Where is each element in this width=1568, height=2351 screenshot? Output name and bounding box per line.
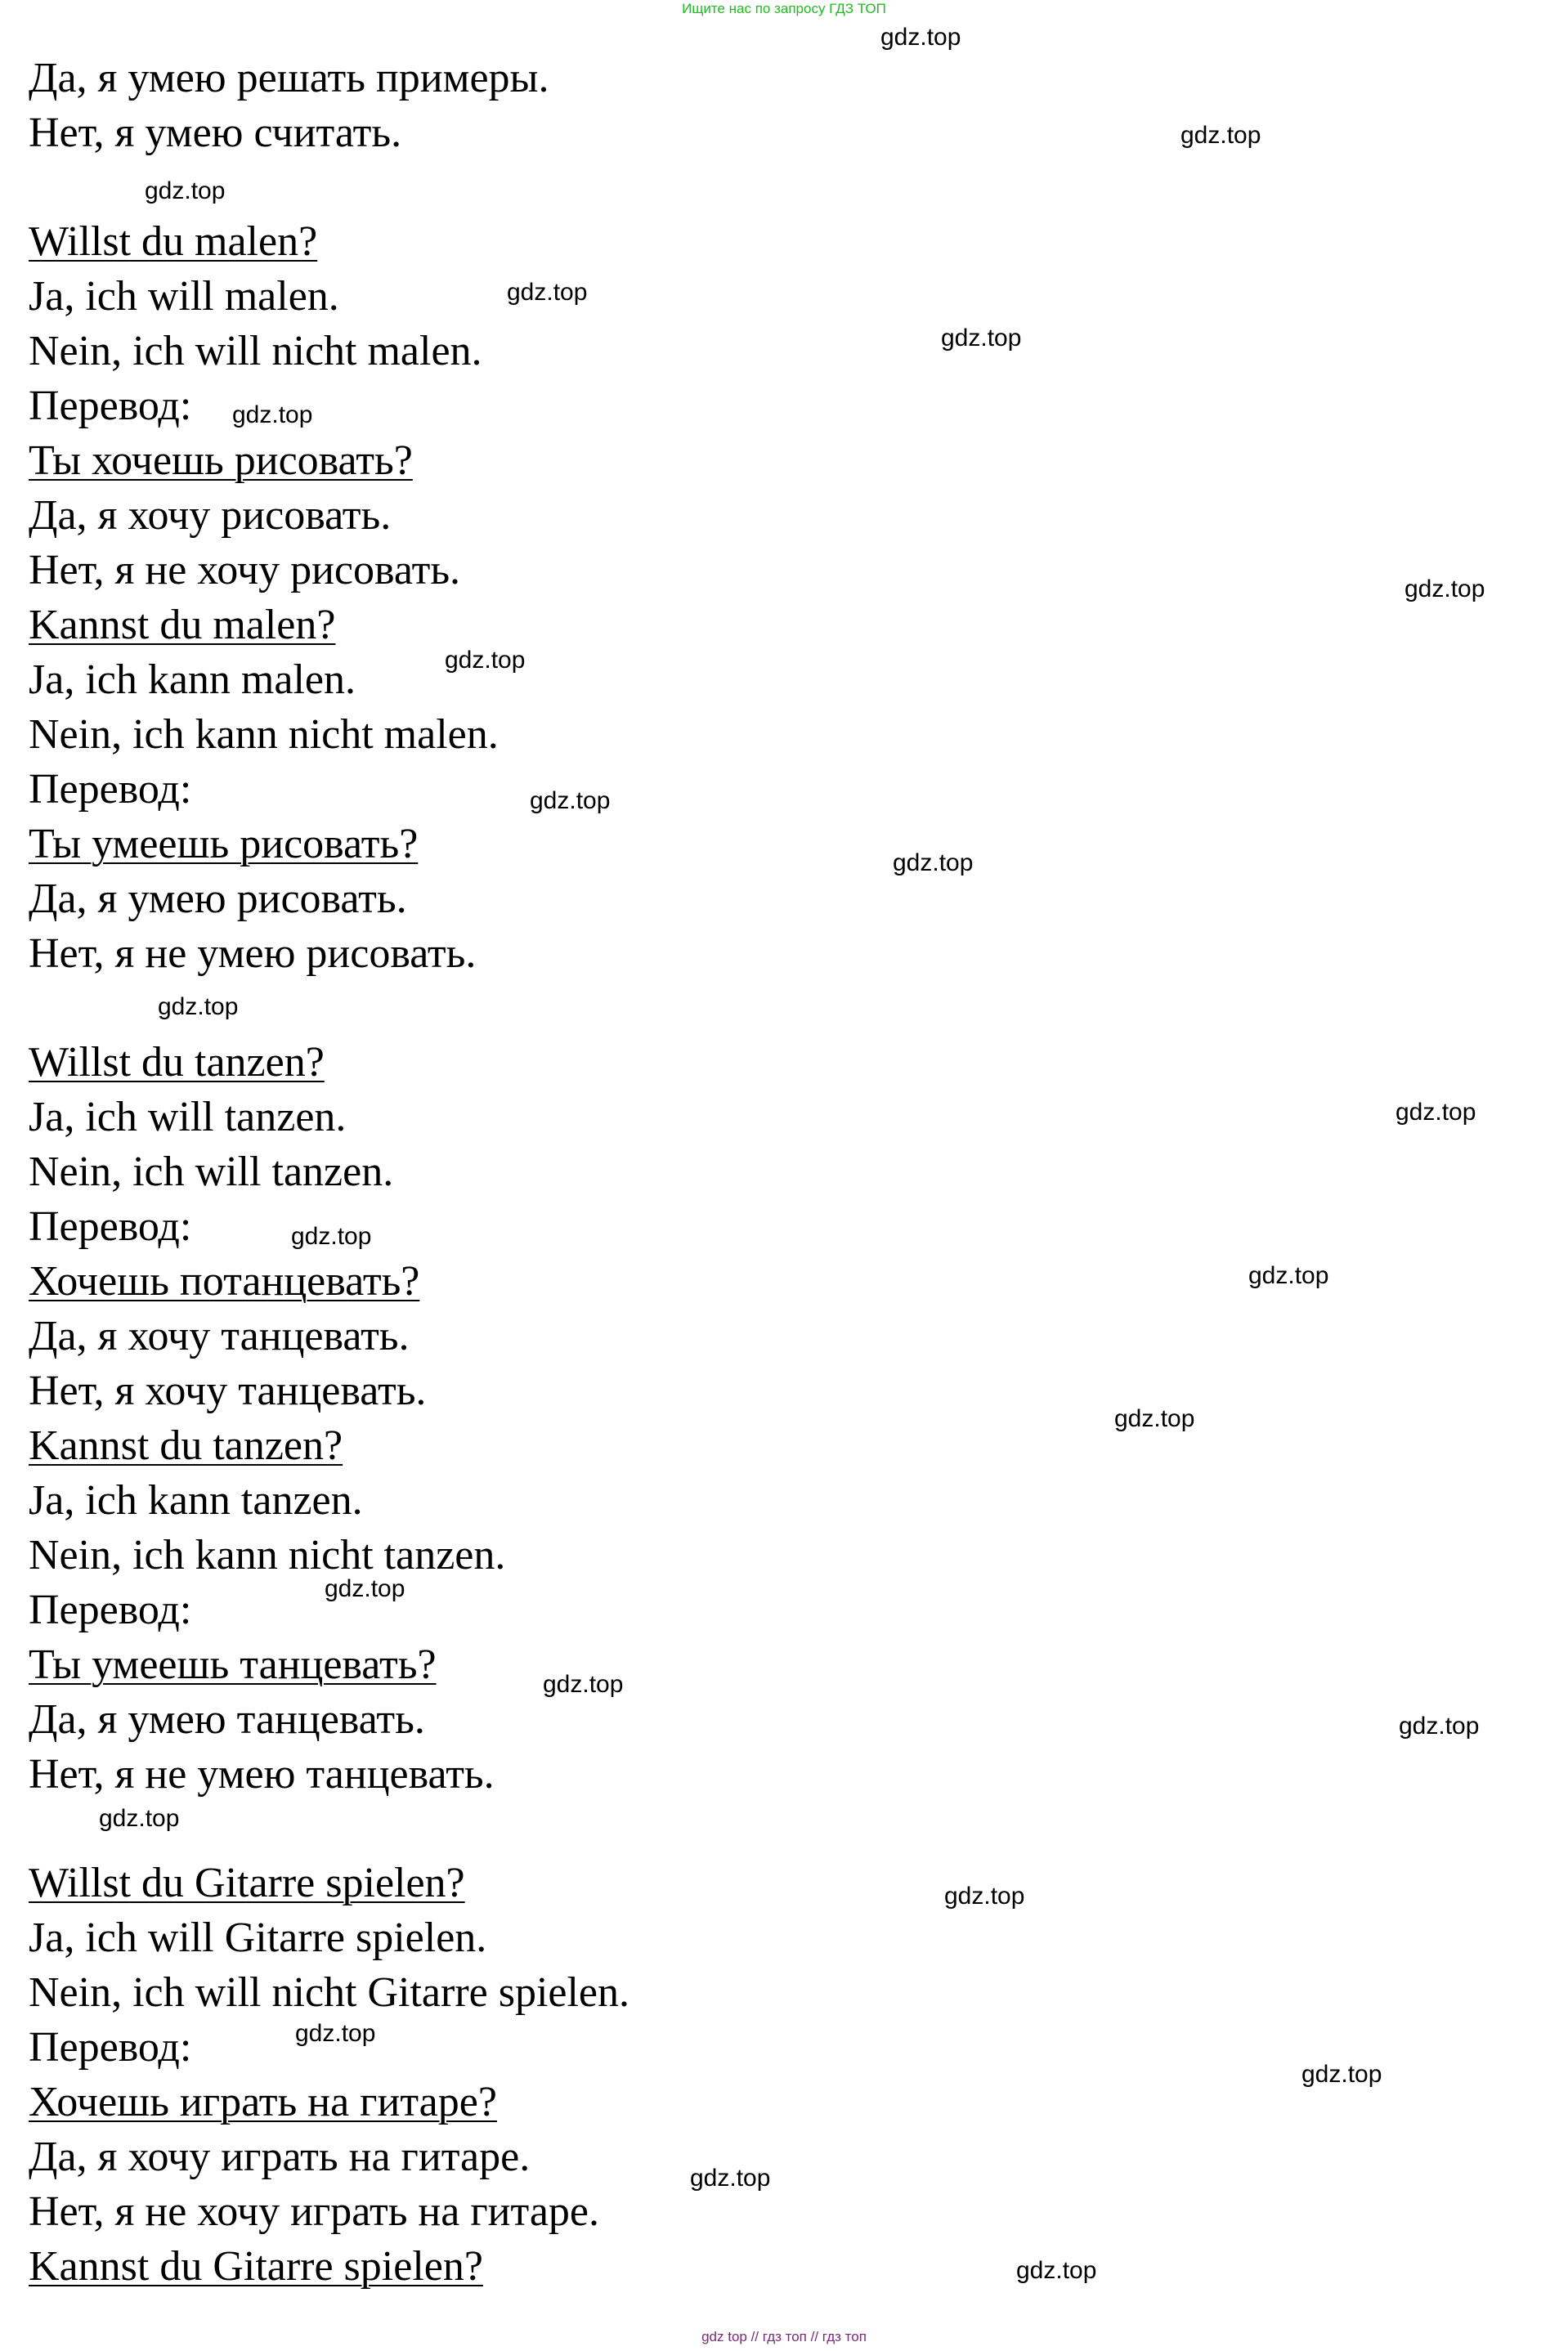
watermark: gdz.top — [295, 2020, 376, 2047]
question-heading: Хочешь потанцевать? — [29, 1258, 420, 1305]
watermark: gdz.top — [1248, 1262, 1329, 1289]
text-line: Нет, я хочу танцевать. — [29, 1368, 427, 1414]
watermark: gdz.top — [1396, 1099, 1476, 1126]
text-line: Да, я умею танцевать. — [29, 1696, 425, 1743]
text-line: Да, я хочу играть на гитаре. — [29, 2134, 531, 2180]
question-heading: Willst du tanzen? — [29, 1039, 325, 1086]
question-heading: Ты хочешь рисовать? — [29, 437, 413, 484]
watermark: gdz.top — [325, 1575, 405, 1602]
watermark: gdz.top — [1180, 122, 1261, 149]
watermark: gdz.top — [941, 325, 1022, 352]
watermark: gdz.top — [232, 401, 313, 428]
watermark: gdz.top — [1301, 2061, 1382, 2088]
text-line: Nein, ich will nicht Gitarre spielen. — [29, 1969, 630, 2016]
watermark: gdz.top — [99, 1805, 180, 1832]
question-heading: Хочешь играть на гитаре? — [29, 2079, 497, 2125]
translation-label: Перевод: — [29, 383, 192, 429]
text-line: Nein, ich will nicht malen. — [29, 328, 482, 374]
text-line: Ja, ich kann tanzen. — [29, 1477, 363, 1524]
text-line: Нет, я не хочу играть на гитаре. — [29, 2188, 600, 2235]
text-line: Ja, ich will tanzen. — [29, 1094, 347, 1140]
watermark: gdz.top — [543, 1671, 624, 1698]
watermark: gdz.top — [291, 1223, 372, 1250]
question-heading: Kannst du malen? — [29, 602, 336, 648]
question-heading: Willst du malen? — [29, 218, 318, 265]
text-line: Ja, ich will Gitarre spielen. — [29, 1914, 487, 1961]
watermark: gdz.top — [880, 24, 961, 51]
question-heading: Kannst du tanzen? — [29, 1422, 343, 1469]
question-heading: Kannst du Gitarre spielen? — [29, 2243, 483, 2290]
translation-label: Перевод: — [29, 1203, 192, 1250]
text-line: Nein, ich will tanzen. — [29, 1149, 394, 1195]
text-line: Да, я умею рисовать. — [29, 875, 407, 922]
text-line: Да, я умею решать примеры. — [29, 55, 549, 101]
watermark: gdz.top — [1399, 1713, 1480, 1740]
watermark: gdz.top — [445, 647, 526, 674]
watermark: gdz.top — [690, 2165, 771, 2192]
watermark: gdz.top — [944, 1883, 1025, 1910]
text-line: Nein, ich kann nicht tanzen. — [29, 1532, 506, 1579]
watermark: gdz.top — [530, 787, 611, 814]
translation-label: Перевод: — [29, 2024, 192, 2071]
translation-label: Перевод: — [29, 766, 192, 813]
text-line: Да, я хочу танцевать. — [29, 1313, 410, 1359]
watermark: gdz.top — [145, 177, 226, 204]
text-line: Ja, ich will malen. — [29, 273, 339, 320]
question-heading: Willst du Gitarre spielen? — [29, 1860, 465, 1906]
watermark: gdz.top — [1114, 1405, 1195, 1432]
question-heading: Ты умеешь танцевать? — [29, 1641, 437, 1688]
top-banner: Ищите нас по запросу ГДЗ ТОП — [682, 1, 886, 16]
watermark: gdz.top — [1404, 575, 1485, 602]
text-line: Нет, я не умею рисовать. — [29, 930, 477, 977]
watermark: gdz.top — [158, 993, 239, 1020]
footer: gdz top // гдз топ // гдз топ — [701, 2329, 867, 2344]
translation-label: Перевод: — [29, 1587, 192, 1633]
text-line: Нет, я не хочу рисовать. — [29, 547, 461, 593]
question-heading: Ты умеешь рисовать? — [29, 821, 419, 867]
text-line: Нет, я не умею танцевать. — [29, 1751, 495, 1798]
watermark: gdz.top — [1016, 2257, 1097, 2284]
watermark: gdz.top — [507, 279, 588, 306]
text-line: Да, я хочу рисовать. — [29, 492, 392, 539]
text-line: Нет, я умею считать. — [29, 110, 402, 156]
text-line: Nein, ich kann nicht malen. — [29, 711, 499, 758]
text-line: Ja, ich kann malen. — [29, 656, 356, 703]
watermark: gdz.top — [893, 849, 974, 876]
